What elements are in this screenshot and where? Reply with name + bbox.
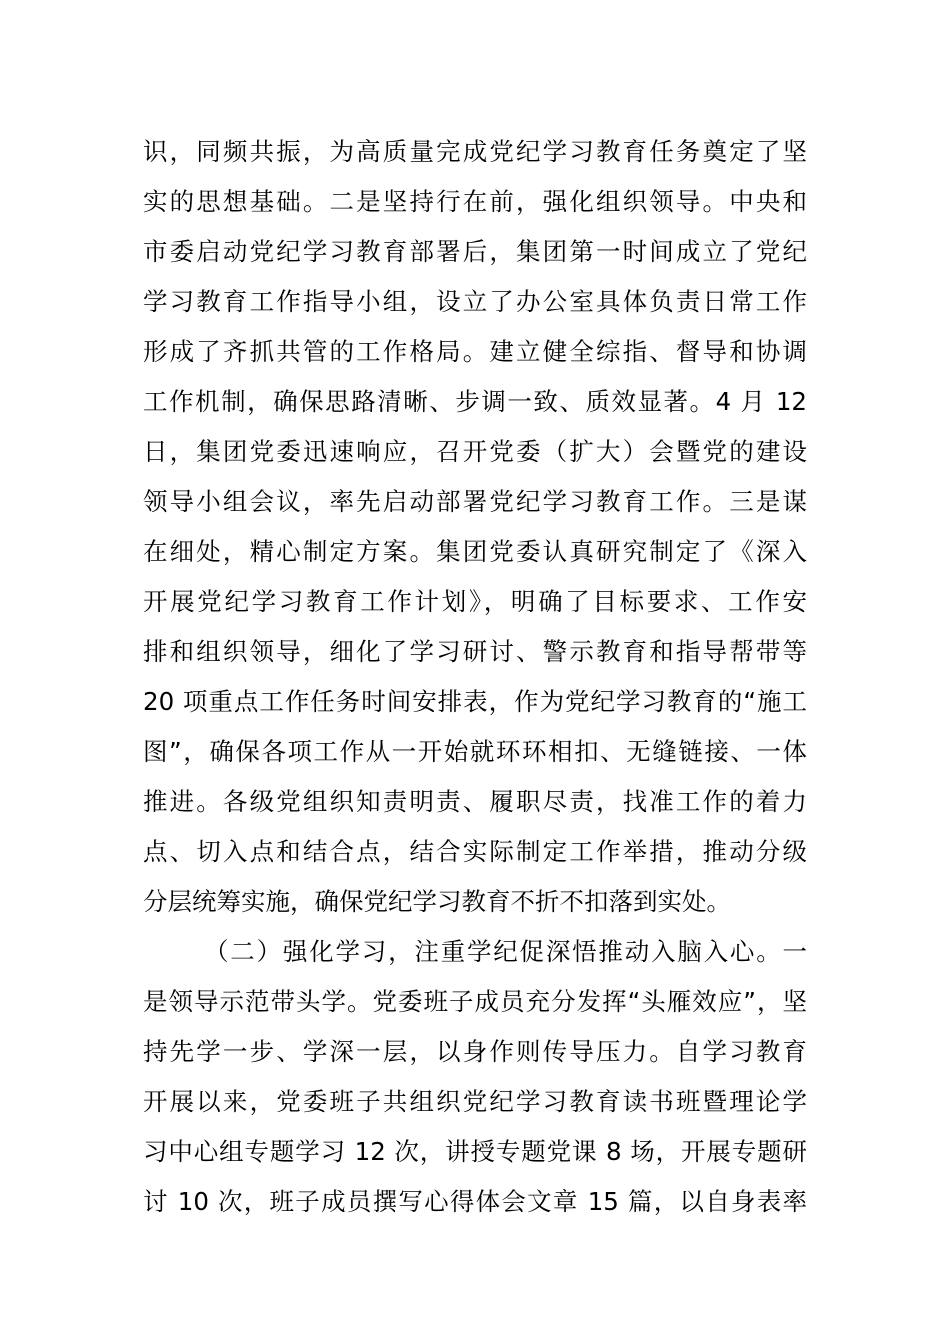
text-line: 开展党纪学习教育工作计划》，明确了目标要求、工作安 [143, 587, 807, 616]
text-line: 工作机制，确保思路清晰、步调一致、质效显著。4 月 12 [143, 387, 807, 416]
text-line: 20 项重点工作任务时间安排表，作为党纪学习教育的“施工 [143, 687, 807, 716]
text-line: 学习教育工作指导小组，设立了办公室具体负责日常工作 [143, 287, 807, 316]
text-line: 是领导示范带头学。党委班子成员充分发挥“头雁效应”，坚 [143, 987, 807, 1016]
section-heading-line: （二）强化学习，注重学纪促深悟推动入脑入心。一 [204, 937, 807, 966]
paragraph-end-line: 分层统筹实施，确保党纪学习教育不折不扣落到实处。 [143, 887, 731, 916]
text-line: 在细处，精心制定方案。集团党委认真研究制定了《深入 [143, 537, 807, 566]
text-line: 讨 10 次，班子成员撰写心得体会文章 15 篇，以自身表率 [143, 1187, 807, 1216]
text-line: 点、切入点和结合点，结合实际制定工作举措，推动分级 [143, 837, 807, 866]
text-line: 习中心组专题学习 12 次，讲授专题党课 8 场，开展专题研 [143, 1137, 807, 1166]
text-line: 图”，确保各项工作从一开始就环环相扣、无缝链接、一体 [143, 737, 807, 766]
body-text [143, 127, 807, 1227]
text-line: 推进。各级党组织知责明责、履职尽责，找准工作的着力 [143, 787, 807, 816]
text-line: 形成了齐抓共管的工作格局。建立健全综指、督导和协调 [143, 337, 807, 366]
text-line: 开展以来，党委班子共组织党纪学习教育读书班暨理论学 [143, 1087, 807, 1116]
text-line: 领导小组会议，率先启动部署党纪学习教育工作。三是谋 [143, 487, 807, 516]
text-line: 市委启动党纪学习教育部署后，集团第一时间成立了党纪 [143, 237, 807, 266]
text-line: 日，集团党委迅速响应，召开党委（扩大）会暨党的建设 [143, 437, 807, 466]
text-line: 排和组织领导，细化了学习研讨、警示教育和指导帮带等 [143, 637, 807, 666]
text-line: 实的思想基础。二是坚持行在前，强化组织领导。中央和 [143, 187, 807, 216]
text-line: 持先学一步、学深一层，以身作则传导压力。自学习教育 [143, 1037, 807, 1066]
text-line: 识，同频共振，为高质量完成党纪学习教育任务奠定了坚 [143, 137, 807, 166]
